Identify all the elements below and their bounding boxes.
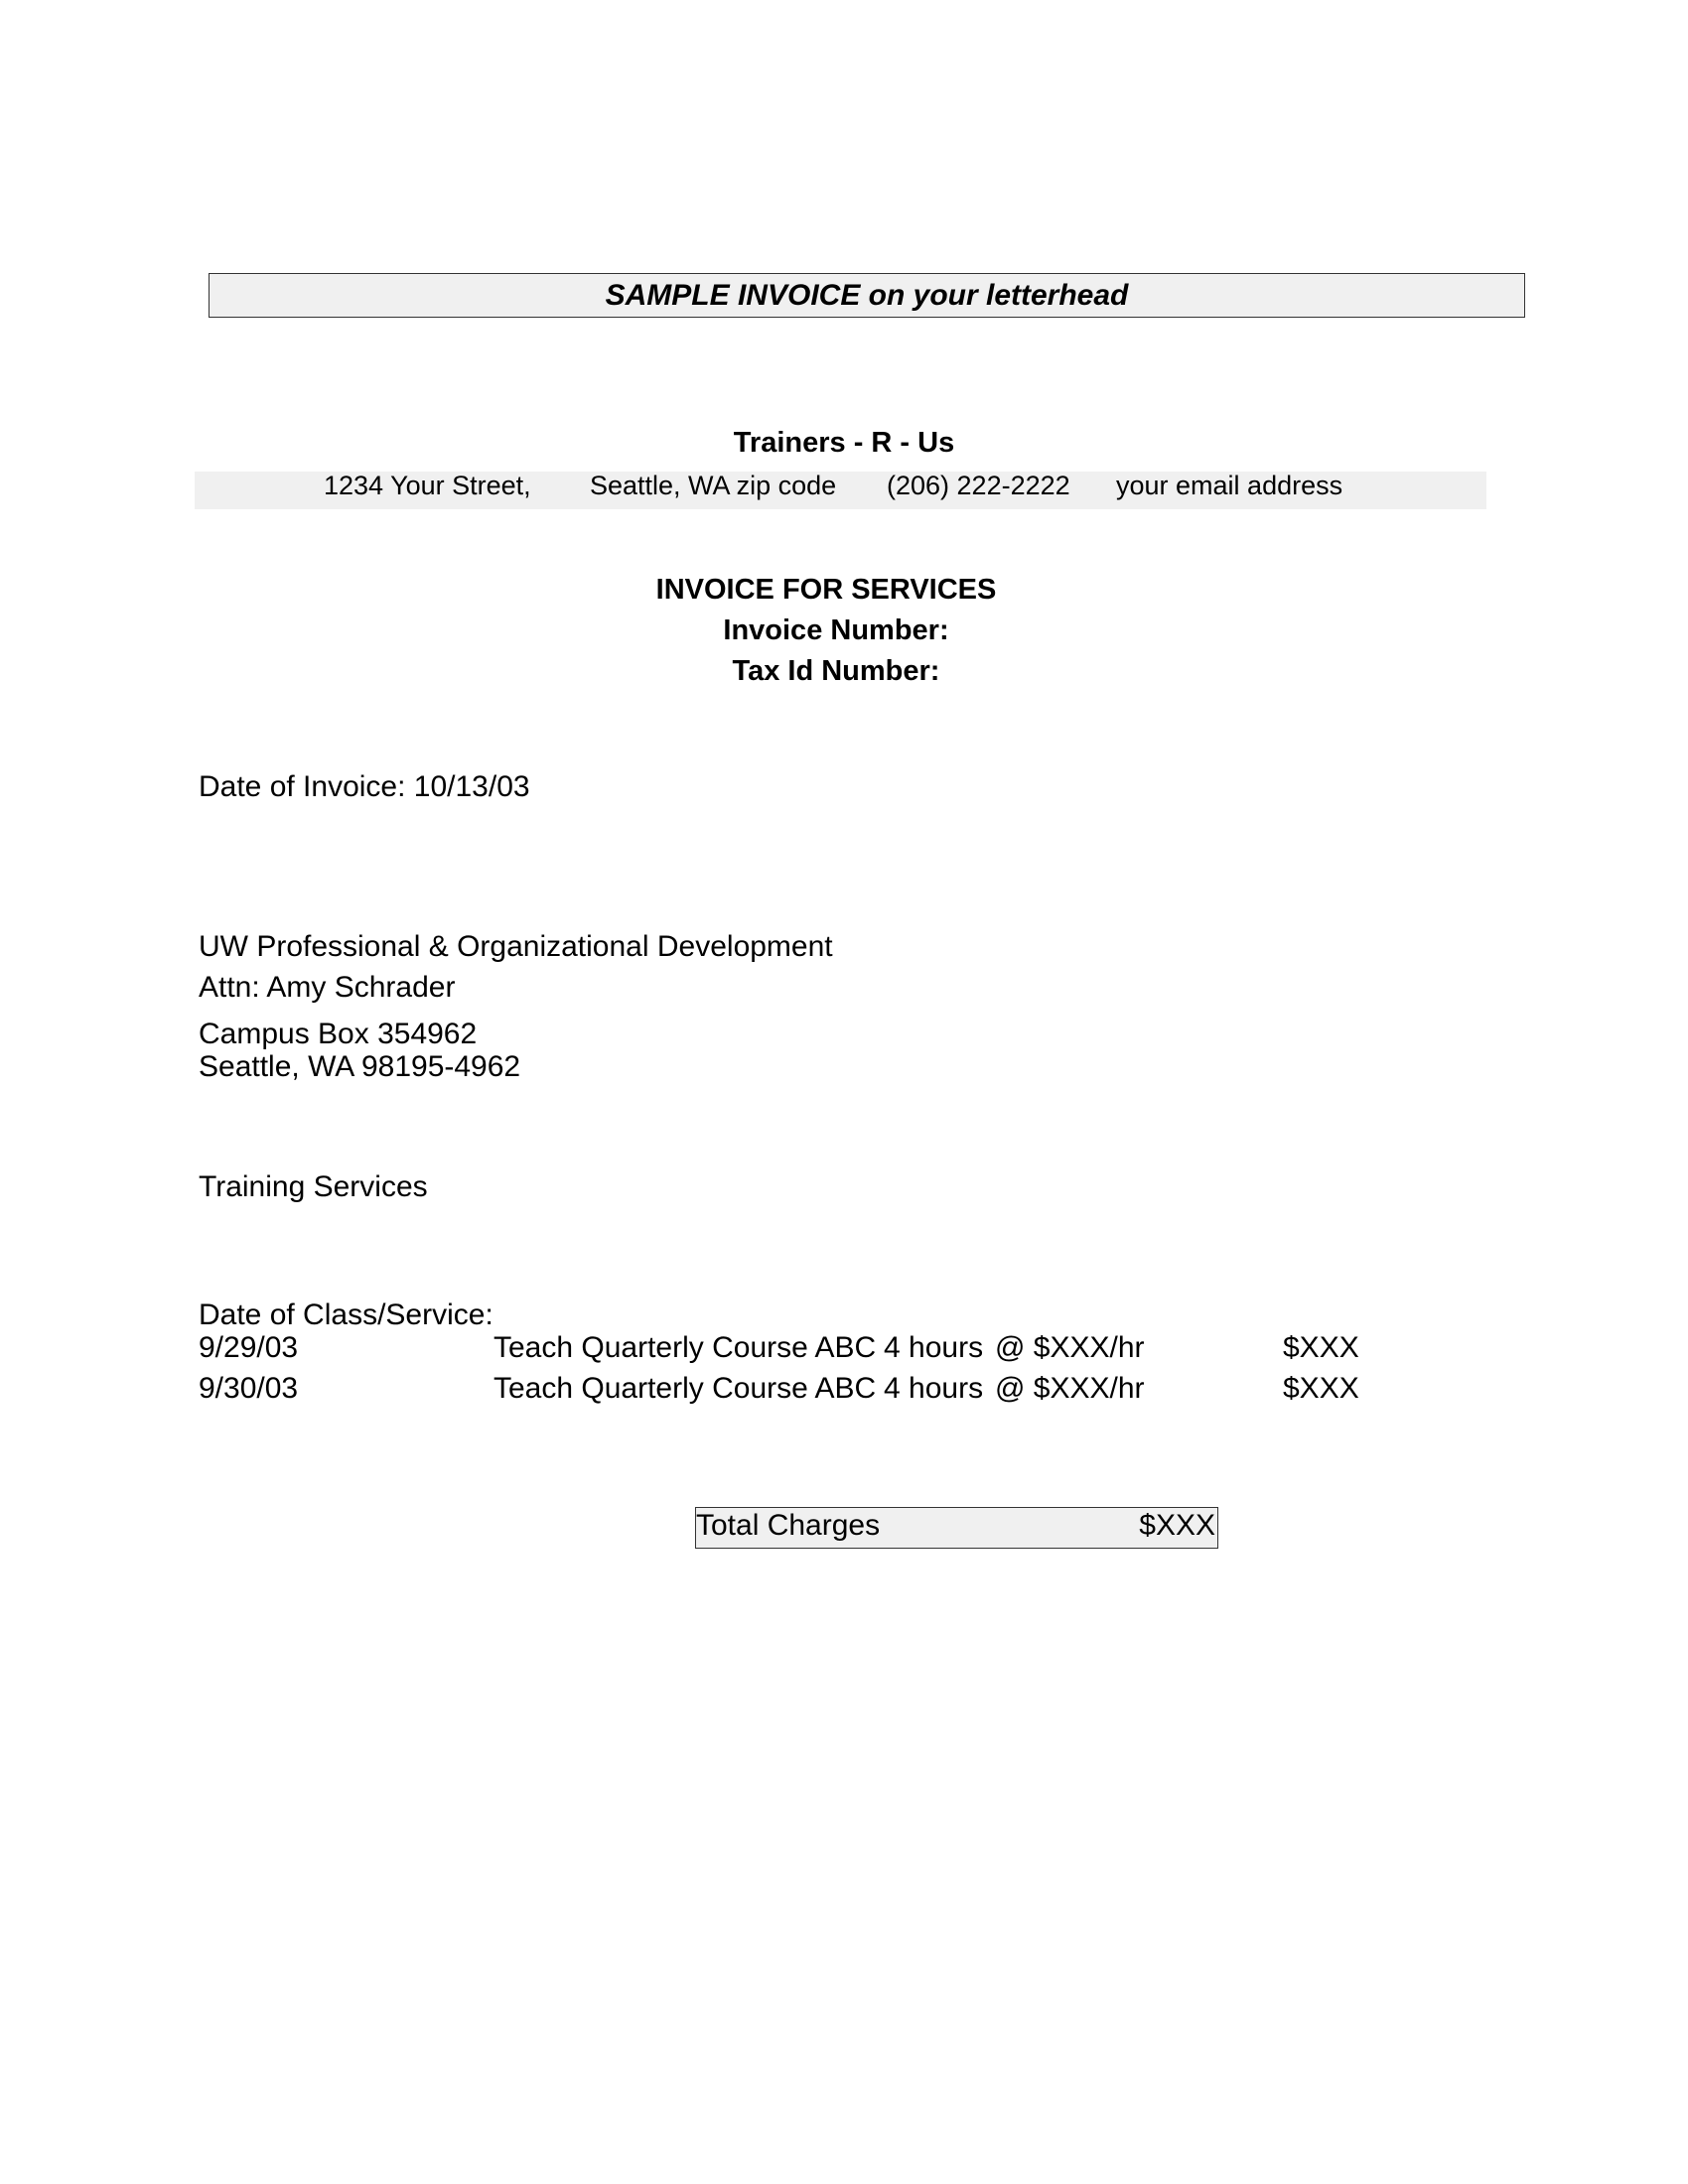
invoice-title: INVOICE FOR SERVICES	[655, 574, 997, 606]
item-amount: $XXX	[1283, 1372, 1359, 1405]
services-label: Training Services	[199, 1170, 428, 1203]
banner-text: SAMPLE INVOICE on your letterhead	[605, 278, 1129, 312]
item-hours: 4 hours	[884, 1372, 984, 1405]
tax-id-label: Tax Id Number:	[732, 655, 940, 687]
company-city: Seattle, WA zip code	[590, 471, 837, 500]
company-phone: (206) 222-2222	[887, 471, 1070, 500]
item-description: Teach Quarterly Course ABC	[493, 1331, 877, 1364]
recipient-attn: Attn: Amy Schrader	[199, 971, 456, 1004]
item-description: Teach Quarterly Course ABC	[493, 1372, 877, 1405]
item-date: 9/30/03	[199, 1372, 299, 1405]
item-rate: @ $XXX/hr	[995, 1331, 1145, 1364]
recipient-org: UW Professional & Organizational Development	[199, 930, 833, 963]
recipient-city: Seattle, WA 98195-4962	[199, 1050, 521, 1083]
total-value: $XXX	[1139, 1509, 1215, 1542]
letterhead-banner	[209, 273, 1525, 318]
item-amount: $XXX	[1283, 1331, 1359, 1364]
invoice-number-label: Invoice Number:	[723, 614, 949, 646]
item-date: 9/29/03	[199, 1331, 299, 1364]
invoice-date: Date of Invoice: 10/13/03	[199, 770, 530, 803]
items-header: Date of Class/Service:	[199, 1298, 493, 1331]
company-email: your email address	[1116, 471, 1343, 500]
item-hours: 4 hours	[884, 1331, 984, 1364]
total-label: Total Charges	[696, 1509, 881, 1542]
item-rate: @ $XXX/hr	[995, 1372, 1145, 1405]
recipient-box: Campus Box 354962	[199, 1018, 478, 1050]
company-name: Trainers - R - Us	[733, 427, 955, 459]
company-street: 1234 Your Street,	[324, 471, 531, 500]
